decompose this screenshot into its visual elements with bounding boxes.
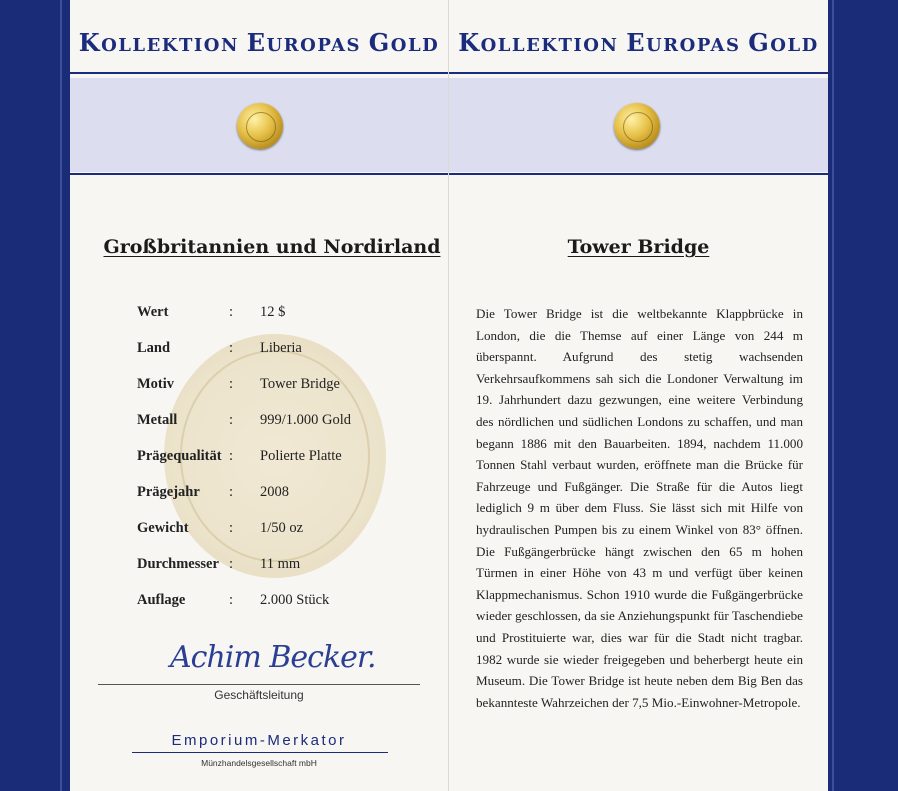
spec-row: Metall : 999/1.000 Gold xyxy=(137,412,352,428)
company-underline xyxy=(132,752,388,753)
band-rule xyxy=(70,173,448,175)
spec-row: Prägequalität : Polierte Platte xyxy=(137,448,342,464)
gold-coin-obverse xyxy=(614,103,660,149)
spec-table xyxy=(137,304,437,628)
certificate-left-page xyxy=(70,0,449,791)
spec-row: Motiv : Tower Bridge xyxy=(137,376,340,392)
motif-title: Tower Bridge xyxy=(567,236,710,258)
spec-row: Wert : 12 $ xyxy=(137,304,286,320)
cover-left xyxy=(0,0,70,791)
header-rule xyxy=(449,72,828,74)
description-text: Die Tower Bridge ist die weltbekannte Klappbrücke in London, die die Themse auf einer Länge von 244 m überspannt. Aufgrund des stetig wachsenden Verkehrsaufkommens sah sich die Londoner Verwaltung im 19. Jahrhundert dazu gezwungen, eine weitere Verbindung des nördlichen und südlichen Londons zu schaffen, und man begann 1886 mit den Bauarbeiten. 1894, nachdem 11.000 Tonnen Stahl verbaut wurden, eröffnete man die Brücke für Fahrzeuge und Fußgänger. Die Straße für die Autos liegt lediglich 9 m über dem Fluss. Sie lässt sich mit Hilfe von hydraulischen Pumpen bis zu einem Winkel von 83° öffnen. Die Fußgängerbrücke hängt zwischen den 65 m hohen Türmen in einer Höhe von 43 m und verfügt über keinen Klappmechanismus. Schon 1910 wurde die Fußgängerbrücke wieder geschlossen, da sie Anziehungspunkt für Taschendiebe und Prostituierte war, dies war für die Stadt nicht tragbar. 1982 wurde sie wieder freigegeben und beherbergt heute ein Museum. Die Tower Bridge ist heute neben dem Big Ben das bekannteste Wahrzeichen der 7,5 Mio.-Einwohner-Metropole. xyxy=(476,306,803,710)
company-name: Emporium-Merkator xyxy=(171,732,347,749)
company-subtitle: Münzhandelsgesellschaft mbH xyxy=(201,758,317,768)
spec-row: Prägejahr : 2008 xyxy=(137,484,289,500)
cover-right xyxy=(828,0,898,791)
spec-row: Gewicht : 1/50 oz xyxy=(137,520,304,536)
country-title: Großbritannien und Nordirland xyxy=(103,236,441,258)
spec-row: Land : Liberia xyxy=(137,340,302,356)
spec-row: Durchmesser : 11 mm xyxy=(137,556,301,572)
header-rule xyxy=(70,72,448,74)
gold-coin-reverse xyxy=(237,103,283,149)
band-rule xyxy=(449,173,828,175)
brand-heading: KOLLEKTION EUROPAS GOLD xyxy=(458,28,819,57)
brand-heading: KOLLEKTION EUROPAS GOLD xyxy=(78,28,440,57)
signature-role: Geschäftsleitung xyxy=(214,688,304,702)
handwritten-signature: Achim Becker. xyxy=(170,640,376,675)
spec-row: Auflage : 2.000 Stück xyxy=(137,592,330,608)
signature-line xyxy=(98,684,420,685)
certificate-right-page xyxy=(449,0,828,791)
